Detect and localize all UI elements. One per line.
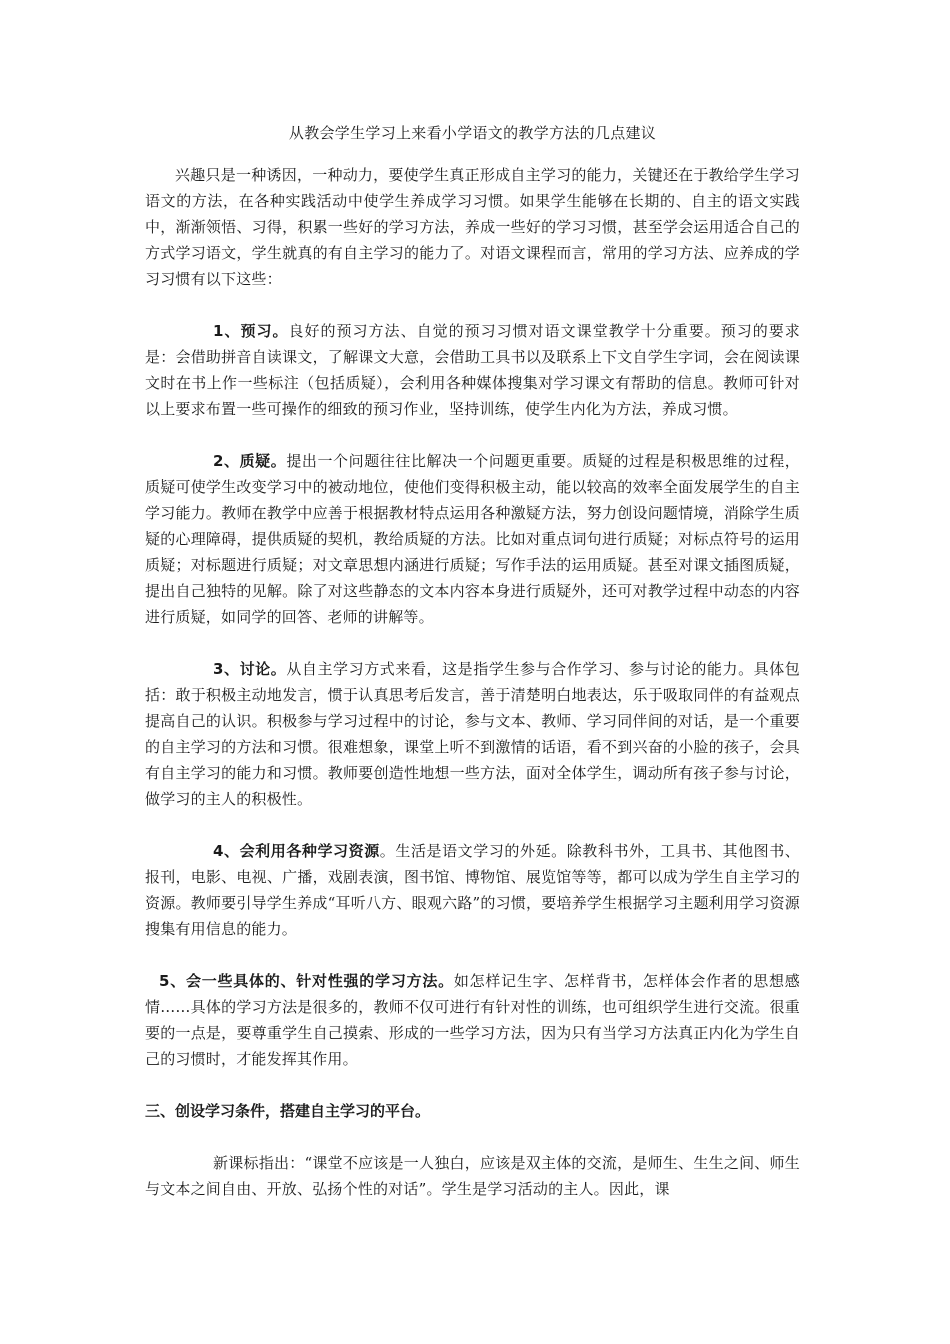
paragraph-gap	[145, 812, 800, 838]
item-3-body: 从自主学习方式来看，这是指学生参与合作学习、参与讨论的能力。具体包括：敢于积极主动地发言，惯于认真思考后发言，善于清楚明白地表达，乐于吸取同伴的有益观点提高自己的认识。积极参与学习过程中的讨论，参与文本、教师、学习同伴间的对话，是一个重要的自主学习的方法和习惯。很难想象，课堂上听不到激情的话语，看不到兴奋的小脸的孩子，会具有自主学习的能力和习惯。教师要创造性地想一些方法，面对全体学生，调动所有孩子参与讨论，做学习的主人的积极性。	[145, 660, 800, 808]
paragraph-gap	[145, 942, 800, 968]
item-2-heading: 2、质疑。	[213, 452, 287, 470]
item-2-body: 提出一个问题往往比解决一个问题更重要。质疑的过程是积极思维的过程，质疑可使学生改变学习中的被动地位，使他们变得积极主动，能以较高的效率全面发展学生的自主学习能力。教师在教学中应善于根据教材特点运用各种激疑方法，努力创设问题情境，消除学生质疑的心理障碍，提供质疑的契机，教给质疑的方法。比如对重点词句进行质疑；对标点符号的运用质疑；对标题进行质疑；对文章思想内涵进行质疑；写作手法的运用质疑。甚至对课文插图质疑，提出自己独特的见解。除了对这些静态的文本内容本身进行质疑外，还可对教学过程中动态的内容进行质疑，如同学的回答、老师的讲解等。	[145, 452, 800, 626]
paragraph-gap	[145, 1124, 800, 1150]
paragraph-gap	[145, 422, 800, 448]
item-3-heading: 3、讨论。	[213, 660, 287, 678]
paragraph-gap	[145, 630, 800, 656]
section-3-paragraph: 新课标指出：“课堂不应该是一人独白，应该是双主体的交流，是师生、生生之间、师生与文本之间自由、开放、弘扬个性的对话”。学生是学习活动的主人。因此，课	[145, 1154, 800, 1198]
item-1-paragraph	[145, 318, 800, 422]
item-2-paragraph	[145, 448, 800, 630]
section-3-heading: 三、创设学习条件，搭建自主学习的平台。	[145, 1102, 431, 1120]
item-5-paragraph	[145, 968, 800, 1072]
item-4-body: 。生活是语文学习的外延。除教科书外，工具书、其他图书、报刊，电影、电视、广播，戏剧表演，图书馆、博物馆、展览馆等等，都可以成为学生自主学习的资源。教师要引导学生养成“耳听八方、眼观六路”的习惯，要培养学生根据学习主题利用学习资源搜集有用信息的能力。	[145, 842, 801, 938]
paragraph-gap	[145, 1072, 800, 1098]
document-title: 从教会学生学习上来看小学语文的教学方法的几点建议	[288, 124, 657, 142]
paragraph-gap	[145, 292, 800, 318]
item-4-paragraph	[145, 838, 800, 942]
item-3-paragraph	[145, 656, 800, 812]
item-5-heading: 5、会一些具体的、针对性强的学习方法。	[159, 972, 454, 990]
item-5-body: 如怎样记生字、怎样背书，怎样体会作者的思想感情……具体的学习方法是很多的，教师不仅可进行有针对性的训练，也可组织学生进行交流。很重要的一点是，要尊重学生自己摸索、形成的一些学习方法，因为只有当学习方法真正内化为学生自己的习惯时，才能发挥其作用。	[145, 972, 800, 1068]
item-1-heading: 1、预习。	[213, 322, 289, 340]
document-page	[145, 120, 800, 1202]
intro-paragraph: 兴趣只是一种诱因，一种动力，要使学生真正形成自主学习的能力，关键还在于教给学生学习语文的方法，在各种实践活动中使学生养成学习习惯。如果学生能够在长期的、自主的语文实践中，渐渐领悟、习得，积累一些好的学习方法，养成一些好的学习习惯，甚至学会运用适合自己的方式学习语文，学生就真的有自主学习的能力了。对语文课程而言，常用的学习方法、应养成的学习习惯有以下这些：	[145, 166, 800, 288]
item-1-body: 良好的预习方法、自觉的预习习惯对语文课堂教学十分重要。预习的要求是：会借助拼音自读课文，了解课文大意，会借助工具书以及联系上下文自学生字词，会在阅读课文时在书上作一些标注（包括质疑），会利用各种媒体搜集对学习课文有帮助的信息。教师可针对以上要求布置一些可操作的细致的预习作业，坚持训练，使学生内化为方法，养成习惯。	[145, 322, 801, 418]
item-4-heading: 4、会利用各种学习资源	[213, 842, 380, 860]
